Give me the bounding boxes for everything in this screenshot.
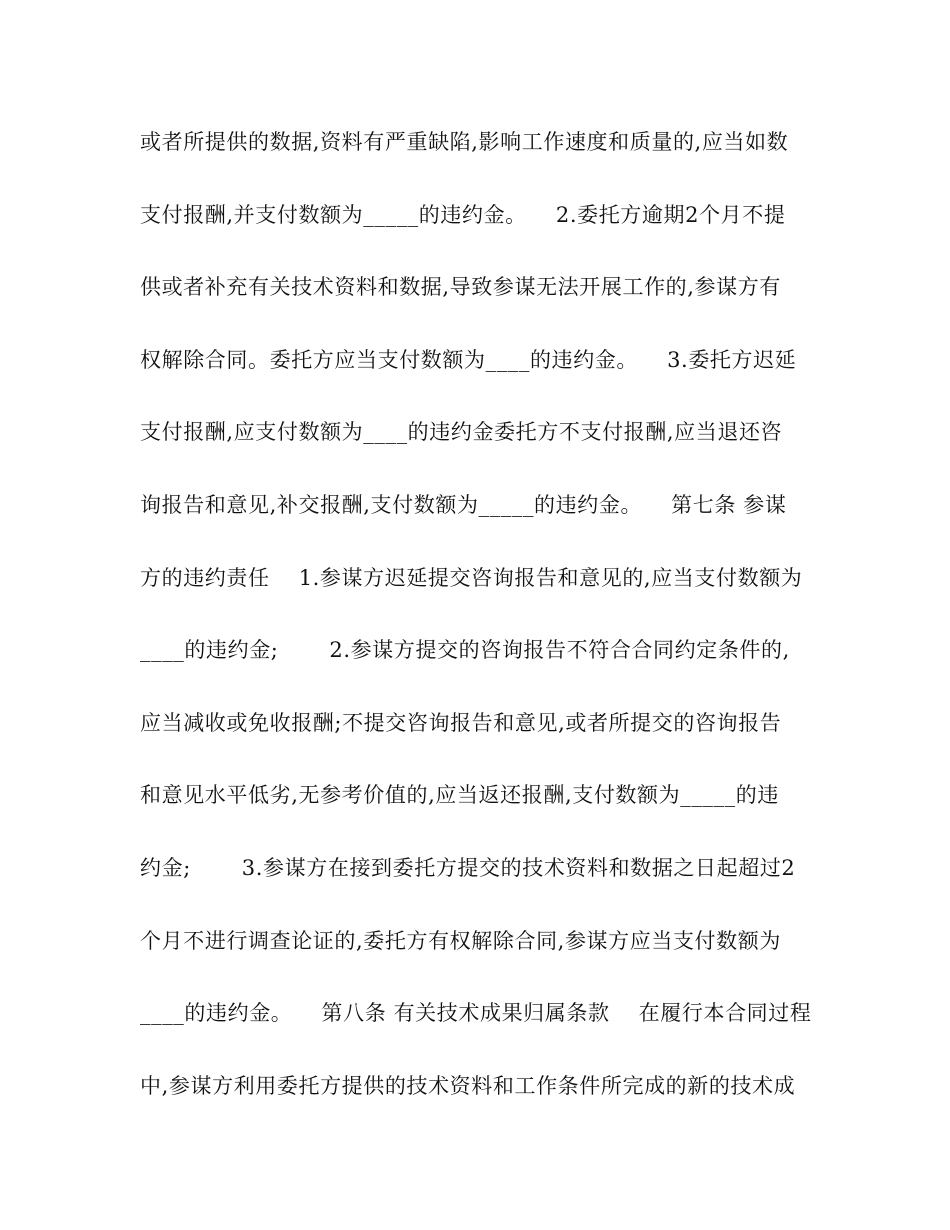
contract-body-text <box>140 117 830 1133</box>
text-line: 支付报酬,并支付数额为_____的违约金。 2.委托方逾期2个月不提 <box>140 202 786 227</box>
text-line: 方的违约责任 1.参谋方迟延提交咨询报告和意见的,应当支付数额为 <box>140 565 803 590</box>
text-line: 应当减收或免收报酬;不提交咨询报告和意见,或者所提交的咨询报告 <box>140 710 782 735</box>
text-line: 中,参谋方利用委托方提供的技术资料和工作条件所完成的新的技术成 <box>140 1073 796 1098</box>
text-line: ____的违约金; 2.参谋方提交的咨询报告不符合合同约定条件的, <box>140 638 790 663</box>
text-line: ____的违约金。 第八条 有关技术成果归属条款 在履行本合同过程 <box>140 1001 812 1026</box>
text-line: 约金; 3.参谋方在接到委托方提交的技术资料和数据之日起超过2 <box>140 855 796 880</box>
text-line: 权解除合同。委托方应当支付数额为____的违约金。 3.委托方迟延 <box>140 347 797 372</box>
text-line: 个月不进行调查论证的,委托方有权解除合同,参谋方应当支付数额为 <box>140 928 781 953</box>
text-line: 供或者补充有关技术资料和数据,导致参谋无法开展工作的,参谋方有 <box>140 275 781 300</box>
text-line: 支付报酬,应支付数额为____的违约金委托方不支付报酬,应当退还咨 <box>140 420 783 445</box>
text-line: 和意见水平低劣,无参考价值的,应当返还报酬,支付数额为_____的违 <box>140 783 779 808</box>
text-line: 询报告和意见,补交报酬,支付数额为_____的违约金。 第七条 参谋 <box>140 492 787 517</box>
text-line: 或者所提供的数据,资料有严重缺陷,影响工作速度和质量的,应当如数 <box>140 130 789 154</box>
